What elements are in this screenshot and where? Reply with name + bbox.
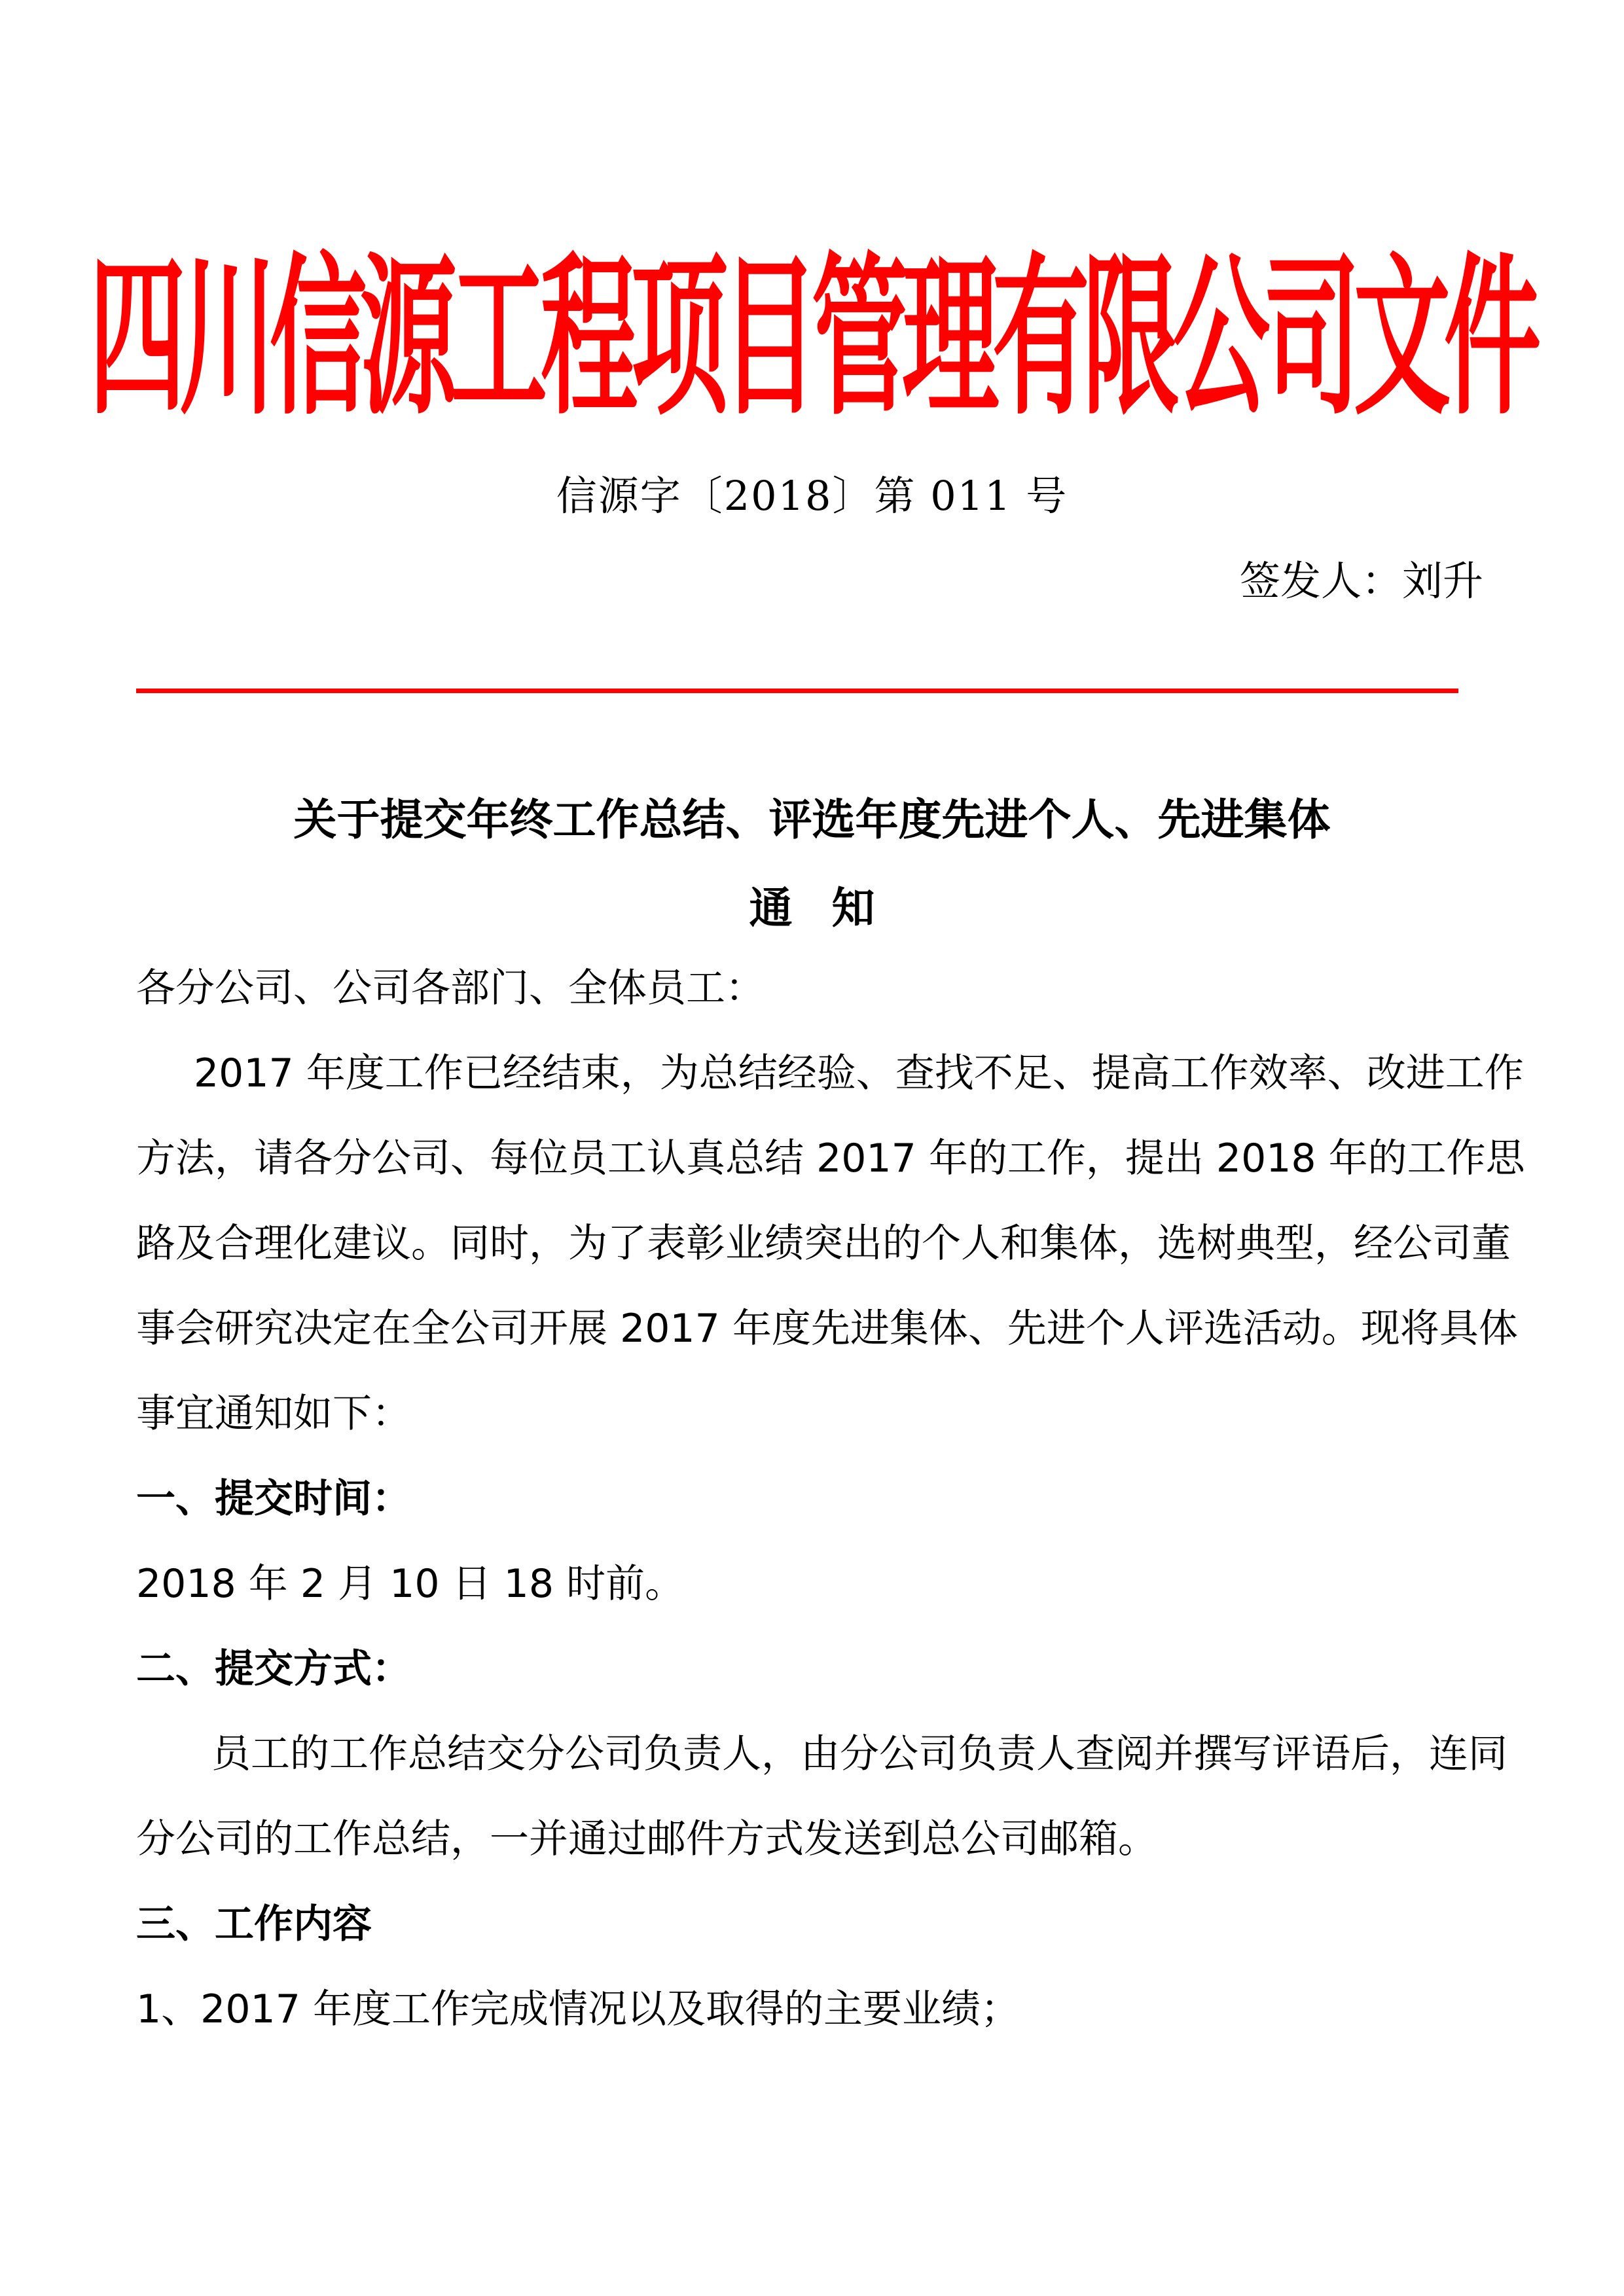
- issuer: 签发人：刘升: [1239, 557, 1483, 605]
- section-heading: 一、提交时间：: [136, 1476, 411, 1522]
- section-line: 2018 年 2 月 10 日 18 时前。: [136, 1561, 685, 1607]
- section-heading: 二、提交方式：: [136, 1646, 411, 1692]
- masthead: [89, 226, 1534, 439]
- section-line: 1、2017 年度工作完成情况以及取得的主要业绩；: [136, 1986, 1020, 2032]
- notice-subtitle: 通知: [749, 883, 914, 933]
- intro-line: 事宜通知如下：: [136, 1391, 411, 1437]
- masthead-title: 四川信源工程项目管理有限公司文件: [89, 238, 1534, 439]
- intro-line: 方法，请各分公司、每位员工认真总结 2017 年的工作，提出 2018 年的工作思: [136, 1136, 1525, 1181]
- red-divider: [136, 689, 1458, 693]
- intro-line: 2017 年度工作已经结束，为总结经验、查找不足、提高工作效率、改进工作: [194, 1050, 1524, 1096]
- intro-line: 事会研究决定在全公司开展 2017 年度先进集体、先进个人评选活动。现将具体: [136, 1306, 1518, 1352]
- document-number: 信源字〔2018〕第 011 号: [556, 472, 1068, 520]
- section-heading: 三、工作内容: [136, 1901, 372, 1947]
- section-line: 员工的工作总结交分公司负责人，由分公司负责人查阅并撰写评语后，连同: [211, 1731, 1507, 1777]
- intro-line: 路及合理化建议。同时，为了表彰业绩突出的个人和集体，选树典型，经公司董: [136, 1221, 1511, 1266]
- section-line: 分公司的工作总结，一并通过邮件方式发送到总公司邮箱。: [136, 1816, 1157, 1862]
- notice-title: 关于提交年终工作总结、评选年度先进个人、先进集体: [293, 795, 1331, 845]
- salutation: 各分公司、公司各部门、全体员工：: [136, 965, 765, 1011]
